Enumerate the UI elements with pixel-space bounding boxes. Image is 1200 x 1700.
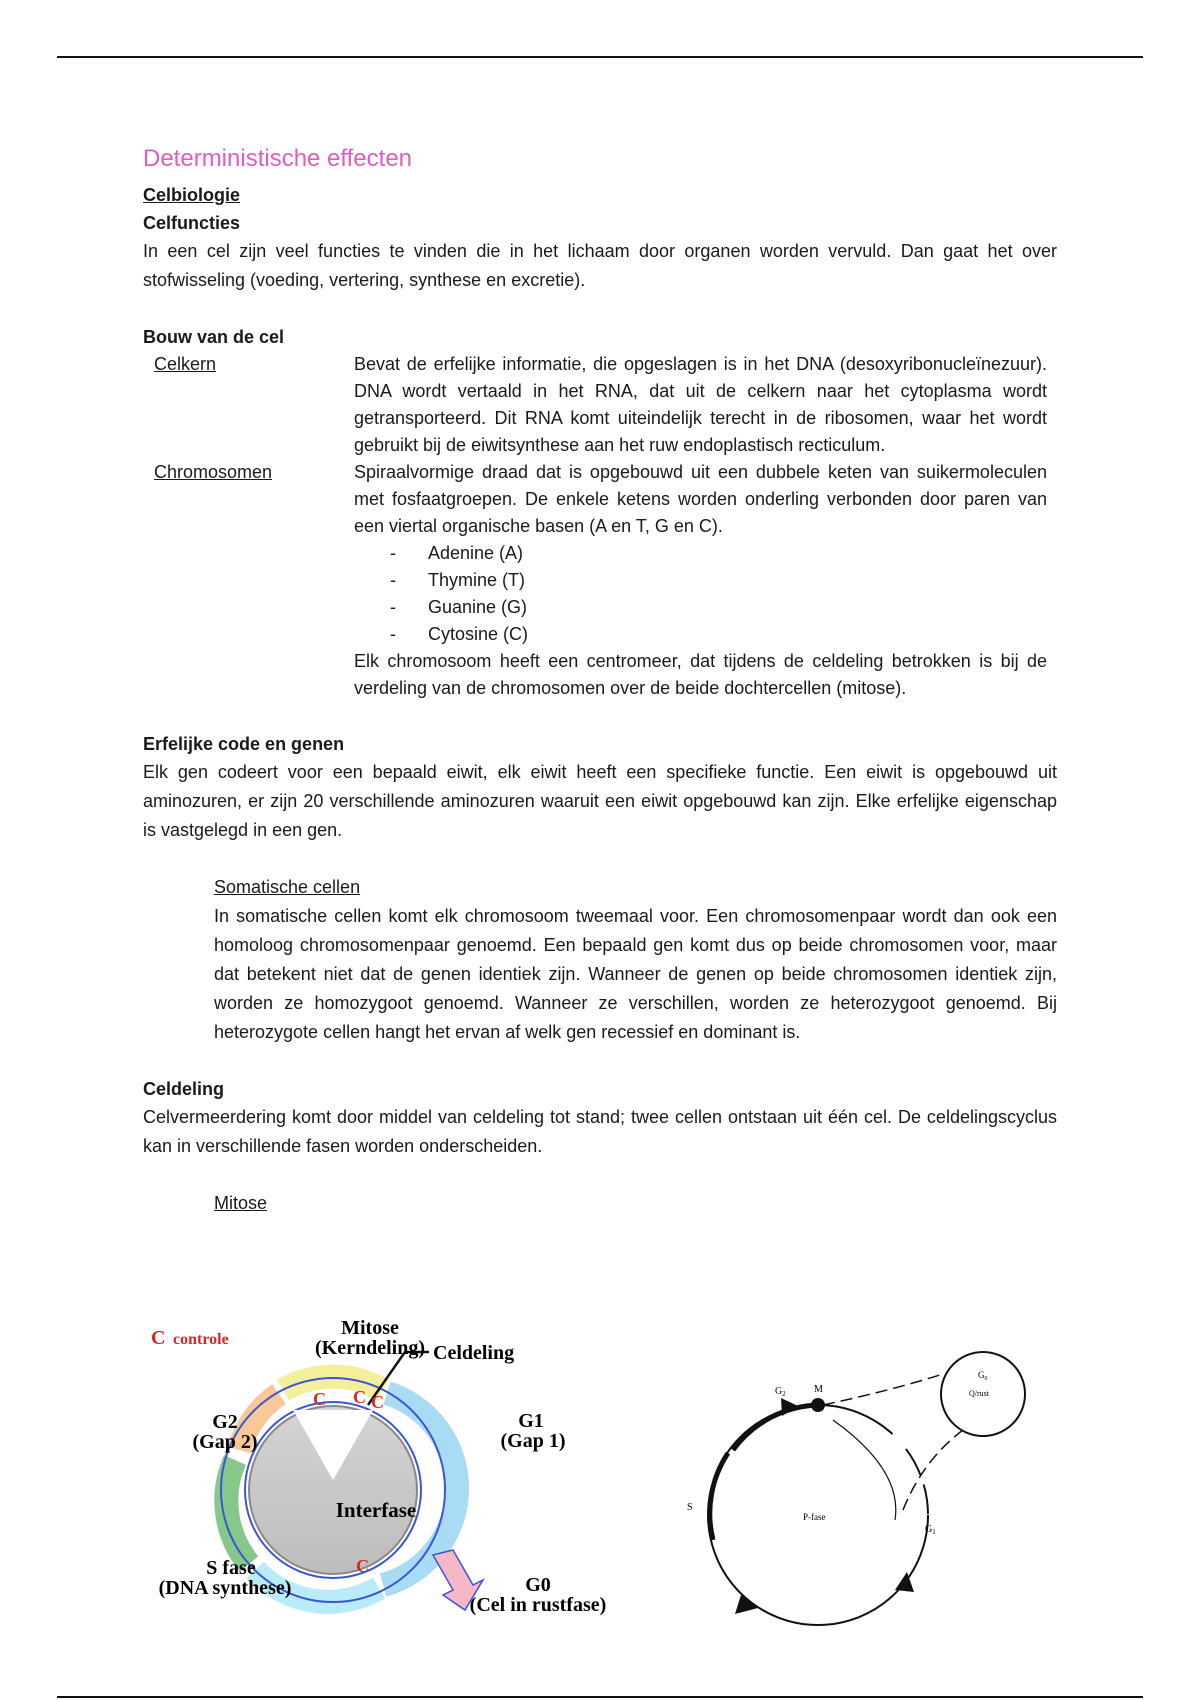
list-item: - Thymine (T) <box>390 570 526 590</box>
quiescent-label: Q/rust <box>969 1389 989 1398</box>
g2-label: G2 <box>212 1411 238 1433</box>
kerndeling-label: (Kerndeling) <box>315 1337 425 1359</box>
list-item: - Guanine (G) <box>390 597 528 617</box>
celdeling-label: Celdeling <box>433 1342 515 1364</box>
header-rule <box>57 56 1143 58</box>
chromosomen-term: Chromosomen <box>154 462 273 482</box>
g0-small-label: $G_0$ <box>978 1370 988 1382</box>
control-mark: C <box>356 1556 369 1576</box>
control-mark: C <box>353 1387 366 1407</box>
chromosomen-text-2: Elk chromosoom heeft een centromeer, dat tijdens de celdeling betrokken is bij de verdeling van de chromosomen over de beide dochtercellen (mitose). <box>354 651 1047 698</box>
celkern-term: Celkern <box>154 354 217 374</box>
footer-rule <box>57 1696 1143 1698</box>
interphase-label: P-fase <box>803 1512 826 1522</box>
mitose-label: Mitose <box>341 1317 399 1339</box>
g1-small-label: $G_1$ <box>925 1524 936 1536</box>
section-heading: Celbiologie <box>143 185 241 205</box>
list-item: - Adenine (A) <box>390 543 524 563</box>
definition-chromosomen <box>143 459 1057 702</box>
mitose-heading: Mitose <box>214 1193 268 1213</box>
control-mark: C <box>371 1392 384 1412</box>
bouw-heading: Bouw van de cel <box>143 327 285 347</box>
interfase-label: Interfase <box>335 1498 417 1522</box>
definition-celkern <box>143 351 1057 459</box>
cell-cycle-diagram <box>143 1310 643 1640</box>
rust-label: (Cel in rustfase) <box>469 1594 607 1616</box>
erfelijke-text: Elk gen codeert voor een bepaald eiwit, elk eiwit heeft een specifieke functie. Een eiwit is opgebouwd uit aminozuren, er zijn 20 verschillende aminozuren waaruit een eiwit opgebouwd kan zijn. Elke erfelijke eigenschap is vastgelegd in een gen. <box>143 762 1057 840</box>
m-small-label: M <box>814 1384 823 1395</box>
celdeling-heading: Celdeling <box>143 1079 225 1099</box>
legend-c-icon: C <box>151 1327 166 1349</box>
gap1-label: (Gap 1) <box>500 1430 566 1452</box>
bases-list <box>354 540 1047 648</box>
gap2-label: (Gap 2) <box>192 1431 258 1453</box>
legend-label: controle <box>173 1331 229 1348</box>
dna-label: (DNA synthese) <box>158 1577 292 1599</box>
cell-cycle-diagram-2 <box>663 1310 1043 1640</box>
celfuncties-text: In een cel zijn veel functies te vinden die in het lichaam door organen worden vervuld. Dan gaat het over stofwisseling (voeding, vertering, synthese en excretie). <box>143 241 1057 290</box>
celkern-text: Bevat de erfelijke informatie, die opgeslagen is in het DNA (desoxyribonucleïnezuur). DNA wordt vertaald in het RNA, dat uit de celkern naar het cytoplasma wordt getransporteerd. Dit RNA komt uiteindelijk terecht in de ribosomen, waar het wordt gebruikt bij de eiwitsynthese aan het ruw endoplastisch recticulum. <box>354 354 1047 455</box>
page-title: Deterministische effecten <box>143 145 413 172</box>
g0-label: G0 <box>525 1574 551 1596</box>
celdeling-text: Celvermeerdering komt door middel van celdeling tot stand; twee cellen ontstaan uit één cel. De celdelingscyclus kan in verschillende fasen worden onderscheiden. <box>143 1107 1057 1156</box>
celfuncties-heading: Celfuncties <box>143 213 241 233</box>
chromosomen-text: Spiraalvormige draad dat is opgebouwd uit een dubbele keten van suikermoleculen met fosfaatgroepen. De enkele ketens worden onderling verbonden door paren van een viertal organische basen (A en T, G en C). <box>354 462 1047 536</box>
somatisch-heading: Somatische cellen <box>214 877 361 897</box>
s-small-label: S <box>687 1502 693 1513</box>
g1-label: G1 <box>518 1410 544 1432</box>
figures <box>143 1310 1143 1640</box>
document-body <box>143 143 1057 1218</box>
somatisch-text: In somatische cellen komt elk chromosoom tweemaal voor. Een chromosomenpaar wordt dan ook een homoloog chromosomenpaar genoemd. Een bepaald gen komt dus op beide chromosomen voor, maar dat betekent niet dat de genen identiek zijn. Wanneer de genen op beide chromosomen identiek zijn, worden ze homozygoot genoemd. Wanneer ze verschillen, worden ze heterozygoot genoemd. Bij heterozygote cellen hangt het ervan af welk gen recessief en dominant is. <box>214 906 1057 1042</box>
control-mark: C <box>313 1389 326 1409</box>
m-point <box>811 1398 825 1412</box>
erfelijke-heading: Erfelijke code en genen <box>143 734 345 754</box>
list-item: - Cytosine (C) <box>390 624 529 644</box>
sfase-label: S fase <box>206 1557 256 1579</box>
g2-small-label: $G_2$ <box>775 1386 786 1398</box>
